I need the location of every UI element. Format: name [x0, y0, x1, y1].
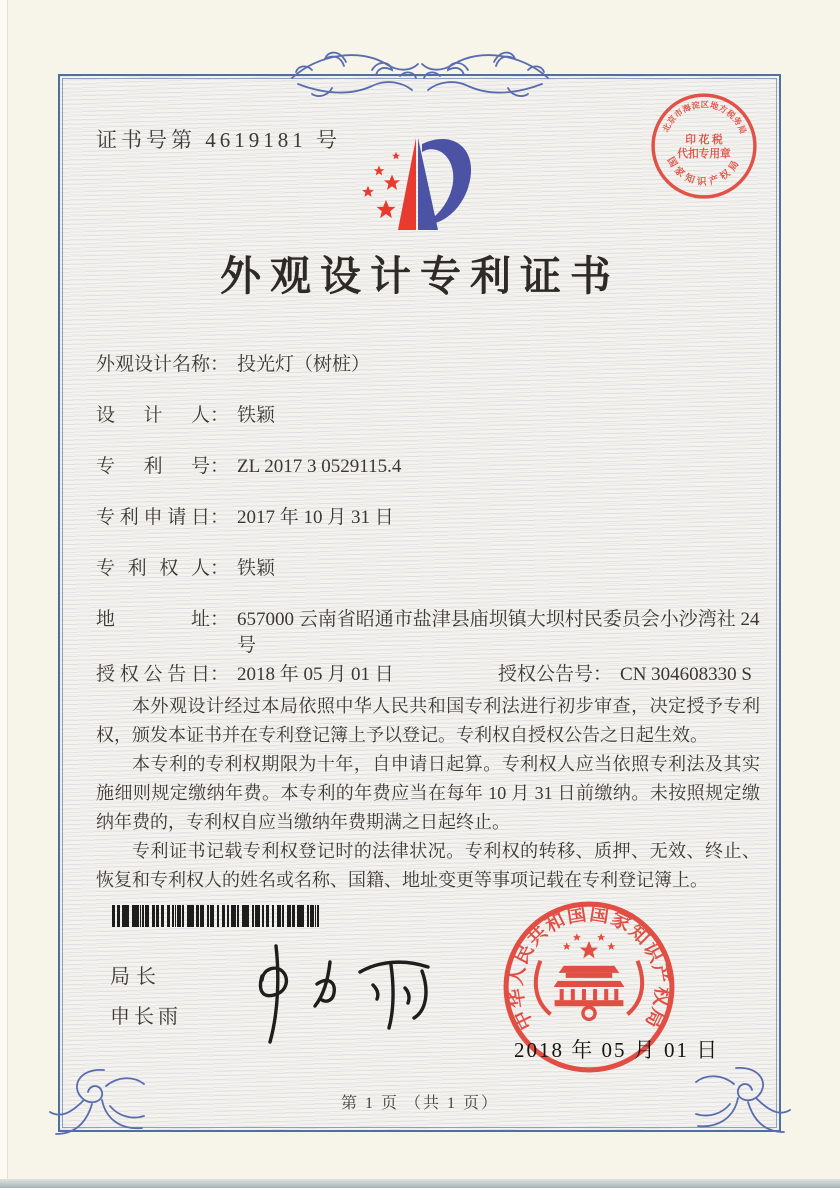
field-design-name: 外观设计名称 ： 投光灯（树桩） — [96, 352, 762, 378]
field-value: 铁颖 — [237, 405, 276, 426]
grant-row — [96, 662, 762, 688]
tax-stamp-bottom-text: 国家知识产权局 — [664, 155, 744, 188]
field-grant-date: 授权公告日 ： 2018 年 05 月 01 日 — [96, 662, 498, 688]
field-patent-number: 专利号 ： ZL 2017 3 0529115.4 — [96, 454, 762, 480]
certificate-title: 外观设计专利证书 — [220, 253, 620, 299]
field-value: 2018 年 05 月 01 日 — [237, 664, 394, 685]
legal-paragraph: 专利证书记载专利权登记时的法律状况。专利权的转移、质押、无效、终止、恢复和专利权人的姓名或名称、国籍、地址变更等事项记载在专利登记簿上。 — [96, 841, 760, 890]
tax-stamp-top-text: 北京市海淀区地方税务局 — [661, 100, 748, 136]
field-label: 设计人 — [96, 405, 210, 426]
field-label: 专利号 — [96, 456, 210, 477]
director-signature-icon — [232, 938, 448, 1050]
field-value: ZL 2017 3 0529115.4 — [237, 456, 402, 477]
tax-stamp-center-line1: 印 花 税 — [685, 133, 723, 146]
field-value: 投光灯（树桩） — [237, 354, 371, 375]
barcode — [112, 905, 320, 927]
top-dragon-ornament-icon — [288, 40, 552, 110]
field-grant-number: 授权公告号 ： CN 304608330 S — [498, 662, 752, 688]
field-label: 专利权人 — [96, 558, 210, 579]
legal-paragraph: 本专利的专利权期限为十年，自申请日起算。专利权人应当依照专利法及其实施细则规定缴纳年费。本专利的年费应当在每年 10 月 31 日前缴纳。未按照规定缴纳年费的，专利权自应当缴纳年费期满之日起终止。 — [96, 754, 760, 832]
tax-stamp-seal-icon — [648, 90, 760, 202]
seal-date: 2018 年 05 月 01 日 — [514, 1038, 720, 1062]
field-value: 2017 年 10 月 31 日 — [237, 507, 394, 528]
field-label: 授权公告日 — [96, 664, 210, 685]
certificate-fields — [96, 352, 762, 688]
signer-title: 局长 — [110, 966, 162, 988]
legal-paragraph: 本外观设计经过本局依照中华人民共和国专利法进行初步审查，决定授予专利权，颁发本证书并在专利登记簿上予以登记。专利权自授权公告之日起生效。 — [96, 696, 760, 745]
legal-text-block — [96, 692, 760, 895]
sipo-logo-icon — [352, 126, 488, 242]
field-label: 地址 — [96, 609, 210, 630]
scan-bottom-edge — [0, 1179, 840, 1188]
field-patentee: 专利权人 ： 铁颖 — [96, 556, 762, 582]
field-value: 铁颖 — [237, 558, 276, 579]
certificate-number: 证书号第 4619181 号 — [96, 128, 341, 152]
field-value: CN 304608330 S — [620, 664, 752, 685]
field-label: 专利申请日 — [96, 507, 210, 528]
signer-name: 申长雨 — [110, 1006, 182, 1028]
field-filing-date: 专利申请日 ： 2017 年 10 月 31 日 — [96, 505, 762, 531]
national-emblem-icon — [536, 933, 642, 1019]
field-label: 外观设计名称 — [96, 354, 211, 375]
field-label: 授权公告号 — [498, 664, 594, 685]
page-number-footer: 第 1 页 （共 1 页） — [340, 1095, 499, 1112]
field-address: 地址 ： 657000 云南省昭通市盐津县庙坝镇大坝村民委员会小沙湾社 24 号 — [96, 607, 762, 659]
seal-ring-text: 中华人民共和国国家知识产权局 — [505, 903, 673, 1033]
tax-stamp-center-line2: 代扣专用章 — [677, 148, 731, 161]
field-designer: 设计人 ： 铁颖 — [96, 403, 762, 429]
scan-left-edge — [0, 0, 8, 1188]
field-value: 657000 云南省昭通市盐津县庙坝镇大坝村民委员会小沙湾社 24 号 — [237, 609, 760, 656]
